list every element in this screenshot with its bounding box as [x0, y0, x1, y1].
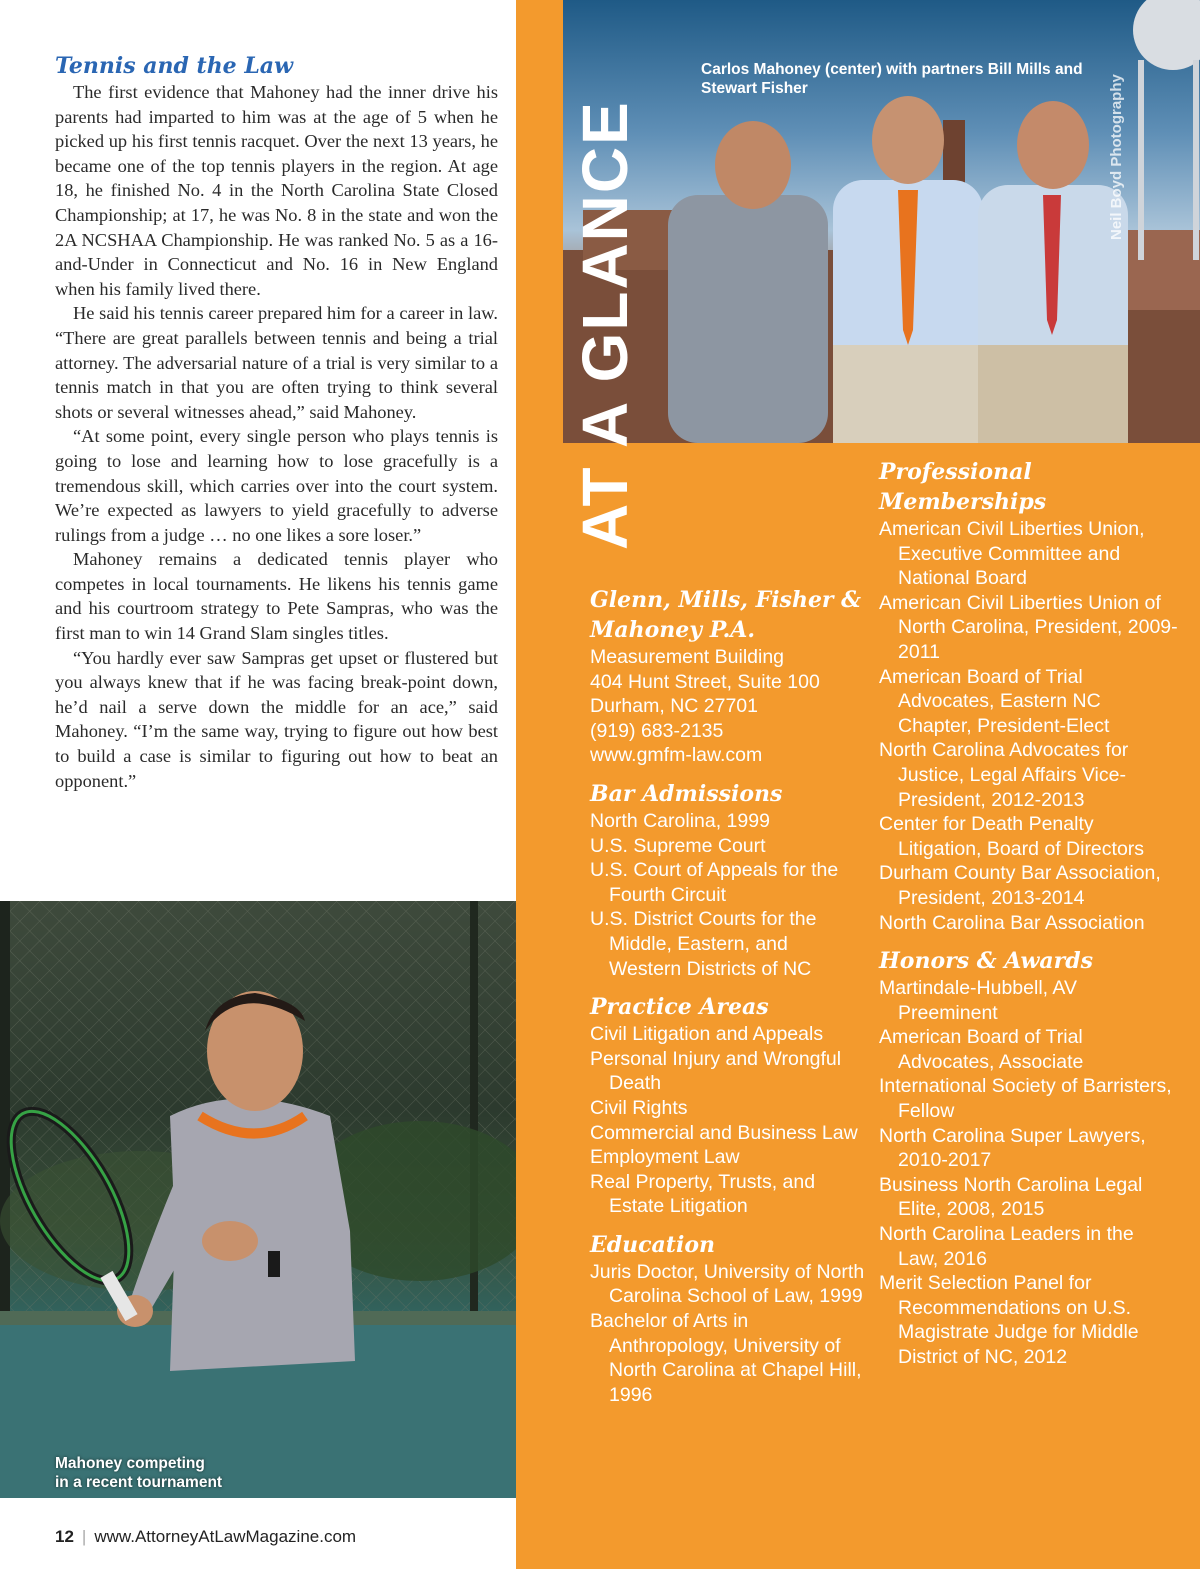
- list-item: American Civil Liberties Union, Executive Committee and National Board: [879, 518, 1145, 590]
- list-item: Martindale-Hubbell, AV Preeminent: [879, 977, 1077, 1024]
- tennis-photo-caption: [55, 1454, 222, 1492]
- sidebar-column-right: [879, 457, 1179, 1381]
- list-item: Durham County Bar Association, President, 2013-2014: [879, 862, 1161, 909]
- list-item: Personal Injury and Wrongful Death: [590, 1047, 842, 1095]
- page-footer: [55, 1527, 356, 1547]
- list-item: American Board of Trial Advocates, Eastern NC Chapter, President-Elect: [879, 665, 1110, 737]
- article: [55, 52, 498, 793]
- list-item: U.S. Supreme Court: [590, 834, 766, 857]
- bar-admissions: [590, 779, 865, 981]
- footer-separator: |: [81, 1527, 87, 1546]
- list-item: Business North Carolina Legal Elite, 2008, 2015: [879, 1173, 1143, 1221]
- article-heading: Tennis and the Law: [55, 53, 294, 79]
- article-paragraph: Mahoney remains a dedicated tennis player who competes in local tournaments. He likens his tennis game and his courtroom strategy to Pete Sampras, who was the first man to win 14 Grand Slam singles titles.: [55, 549, 498, 644]
- section-heading: Education: [590, 1231, 715, 1258]
- caption-line: Mahoney competing: [55, 1455, 205, 1472]
- article-body: [55, 80, 498, 793]
- list-item: North Carolina Leaders in the Law, 2016: [879, 1223, 1134, 1270]
- article-paragraph: “You hardly ever saw Sampras get upset or flustered but you always knew that if he was facing break-point down, he’d nail a serve down the middle for an ace,” said Mahoney. “I’m the same way, trying to figure out how best to build a case is similar to figuring out how to beat an opponent.”: [55, 647, 498, 791]
- honors-awards: [879, 946, 1179, 1370]
- list-item: Center for Death Penalty Litigation, Board of Directors: [879, 813, 1145, 860]
- section-heading: Bar Admissions: [590, 780, 783, 807]
- firm-info: [590, 585, 865, 768]
- photo-credit: Neil Boyd Photography: [1108, 74, 1125, 240]
- list-item: North Carolina Bar Association: [879, 911, 1145, 934]
- professional-memberships: [879, 457, 1179, 935]
- section-heading-line: Memberships: [879, 489, 1047, 515]
- article-paragraph: The first evidence that Mahoney had the inner drive his parents had imparted to him was at the age of 5 when he picked up his first tennis racquet. Over the next 13 years, he became one of the top tennis players in the region. At age 18, he finished No. 4 in the North Carolina State Closed Championship; at 17, he was No. 8 in the state and won the 2A NCSHAA Championship. He was ranked No. 5 as a 16-and-Under in Connecticut and No. 16 in New England when his family lived there.: [55, 82, 498, 299]
- list-item: Commercial and Business Law: [590, 1121, 858, 1144]
- article-paragraph: He said his tennis career prepared him for a career in law. “There are great parallels between tennis and being a trial attorney. The adversarial nature of a trial is very similar to a tennis match in that you are often trying to think several shots or several witnesses ahead,” said Mahoney.: [55, 303, 498, 422]
- magazine-url: www.AttorneyAtLawMagazine.com: [94, 1527, 357, 1546]
- section-heading-line: Professional: [879, 459, 1032, 485]
- section-heading: Honors & Awards: [879, 948, 1094, 975]
- practice-areas: [590, 992, 865, 1219]
- partners-photo-caption: Carlos Mahoney (center) with partners Bill Mills and Stewart Fisher: [701, 61, 1083, 97]
- partners-photo: [563, 0, 1200, 443]
- list-item: Real Property, Trusts, and Estate Litigation: [590, 1170, 816, 1218]
- page-number: 12: [55, 1527, 74, 1546]
- list-item: American Board of Trial Advocates, Associate: [879, 1026, 1084, 1073]
- list-item: Employment Law: [590, 1146, 740, 1169]
- firm-phone: (919) 683-2135: [590, 719, 724, 742]
- list-item: American Civil Liberties Union of North Carolina, President, 2009-2011: [879, 591, 1178, 663]
- list-item: U.S. District Courts for the Middle, Eastern, and Western Districts of NC: [590, 908, 817, 980]
- firm-website: www.gmfm-law.com: [590, 744, 763, 767]
- list-item: North Carolina, 1999: [590, 809, 770, 832]
- sidebar-column-left: [590, 585, 865, 1418]
- section-heading: Practice Areas: [590, 994, 769, 1021]
- list-item: Civil Litigation and Appeals: [590, 1023, 824, 1046]
- list-item: International Society of Barristers, Fellow: [879, 1075, 1172, 1123]
- tennis-photo: [0, 901, 516, 1498]
- list-item: Juris Doctor, University of North Carolina School of Law, 1999: [590, 1260, 865, 1308]
- sidebar-title: AT A GLANCE: [569, 100, 641, 550]
- list-item: U.S. Court of Appeals for the Fourth Circuit: [590, 859, 839, 906]
- list-item: North Carolina Super Lawyers, 2010-2017: [879, 1124, 1146, 1172]
- list-item: Merit Selection Panel for Recommendations on U.S. Magistrate Judge for Middle District of NC, 2012: [879, 1272, 1139, 1368]
- firm-name: Glenn, Mills, Fisher & Mahoney P.A.: [590, 587, 862, 643]
- list-item: Bachelor of Arts in Anthropology, University of North Carolina at Chapel Hill, 1996: [590, 1310, 862, 1406]
- article-paragraph: “At some point, every single person who plays tennis is going to lose and learning how to lose gracefully is a tremendous skill, which carries over into the court system. We’re expected as lawyers to yield gracefully to adverse rulings from a judge … no one likes a sore loser.”: [55, 426, 498, 545]
- list-item: Civil Rights: [590, 1096, 688, 1119]
- caption-line: in a recent tournament: [55, 1474, 223, 1491]
- firm-address-line: Durham, NC 27701: [590, 695, 758, 718]
- list-item: North Carolina Advocates for Justice, Legal Affairs Vice-President, 2012-2013: [879, 739, 1129, 811]
- education: [590, 1230, 865, 1408]
- firm-address-line: 404 Hunt Street, Suite 100: [590, 670, 820, 693]
- tennis-photo-illustration: [0, 901, 516, 1498]
- firm-address-line: Measurement Building: [590, 646, 785, 668]
- section-heading: [879, 457, 1179, 517]
